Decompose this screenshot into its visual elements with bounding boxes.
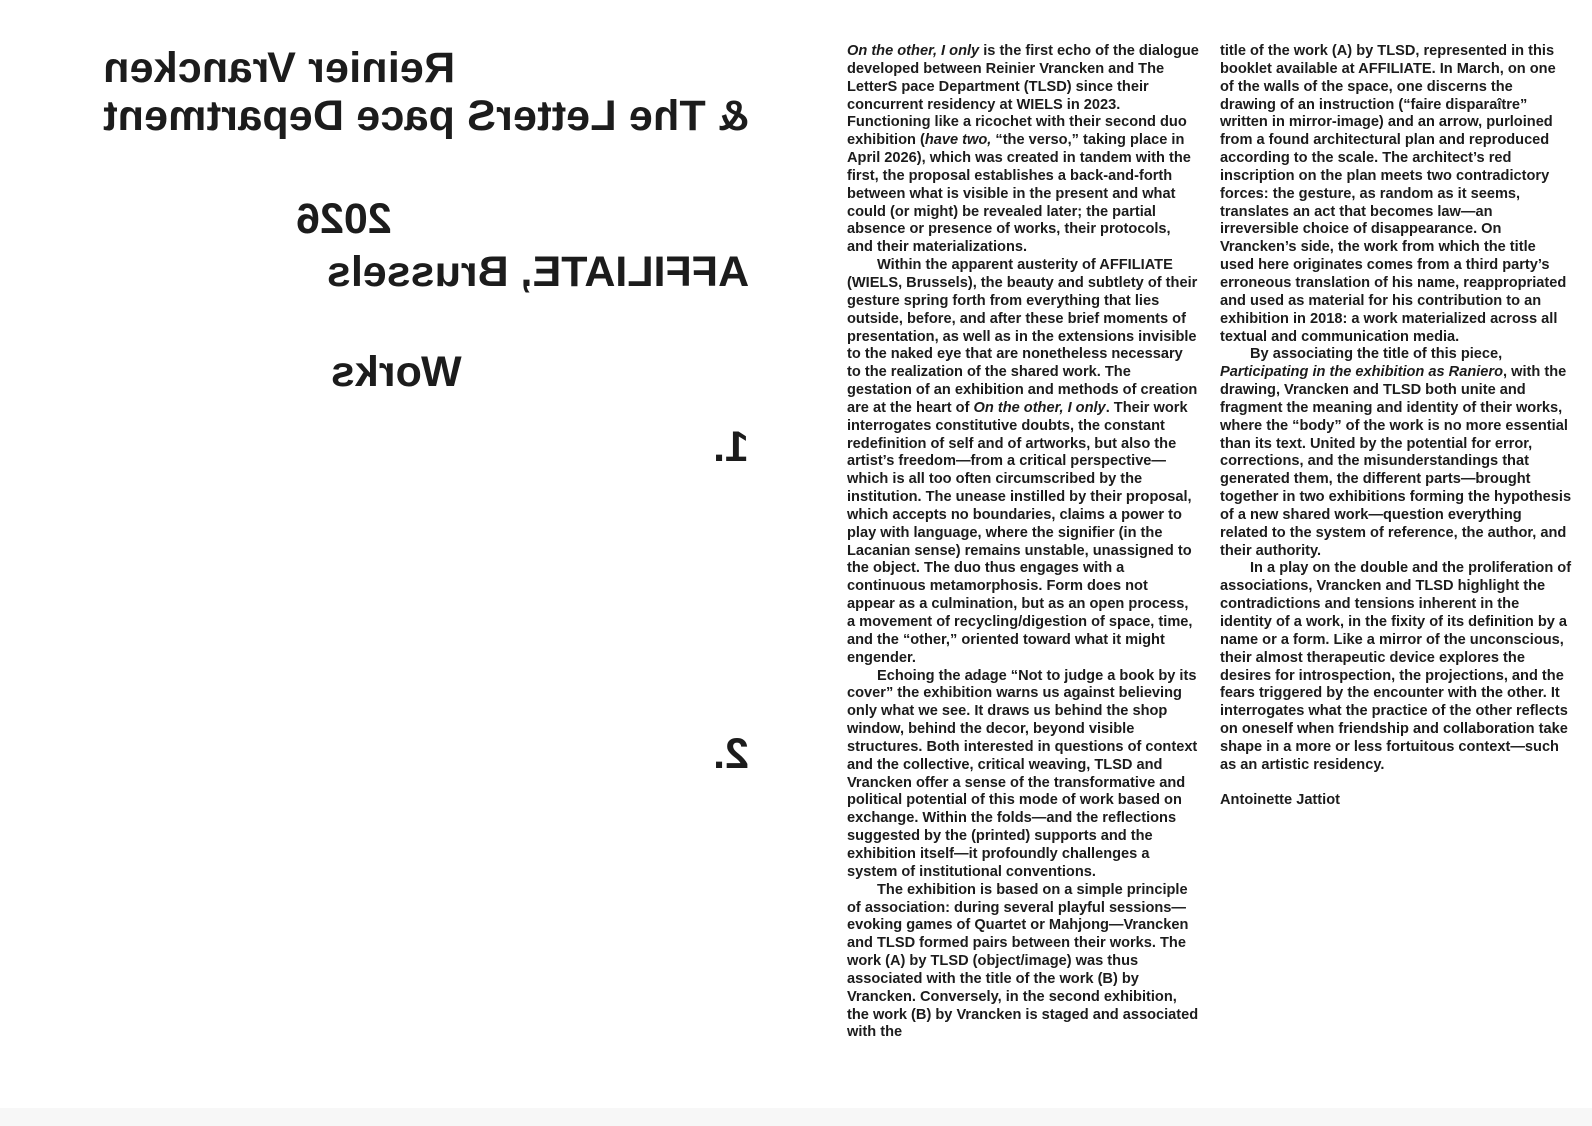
paragraph-5: title of the work (A) by TLSD, represented in this booklet available at AFFILIATE. In March, on one of the walls of the space, one discerns the drawing of an instruction (“faire disparaître” written in mirror-image) and an arrow, purloined from a found architectural plan and reproduced according to the scale. The architect’s red inscription on the plan meets two contradictory forces: the gesture, as random as it seems, translates an act that becomes law—an irreversible choice of disappearance. On Vrancken’s side, the work from which the title used here originates comes from a third party’s erroneous translation of his name, reappropriated and used as material for his contribution to an exhibition in 2018: a work materialized across all textual and communication media. <box>1220 43 1567 345</box>
text-run: . Their work interrogates constitutive doubts, the constant redefinition of self and of artworks, but also the artist’s freedom—from a critical perspective—which is all too often circumscribed by the institution. The unease instilled by their proposal, which accepts no boundaries, claims a power to play with language, where the signifier (in the Lacanian sense) remains unstable, unassigned to the object. The duo thus engages with a continuous metamorphosis. Form does not appear as a culmination, but as an open process, a movement of recycling/digestion of space, time, and the “other,” oriented toward what it might engender. <box>847 399 1193 666</box>
text-run: is the first echo of the dialogue developed between Reinier Vrancken and The LetterS pace Department (TLSD) since their concurrent residency at WIELS in 2023. Functioning like a ricochet with their second duo exhibition ( <box>847 43 1199 149</box>
text-run: Within the apparent austerity of AFFILIATE (WIELS, Brussels), the beauty and subtlety of their gesture spring forth from everything that lies outside, before, and after these brief moments of presentation, as well as in the extensions invisible to the naked eye that are nonetheless necessary to the realization of the shared work. The gestation of an exhibition and methods of creation are at the heart of <box>847 257 1198 416</box>
mirrored-title <box>103 44 749 140</box>
title-italic: On the other, I only <box>847 43 980 59</box>
mirrored-item-number-1: 1. <box>713 423 749 471</box>
paragraph-2 <box>847 257 1199 667</box>
essay-column-2 <box>1220 43 1572 810</box>
title-line-artist: Reinier Vrancken <box>102 44 455 92</box>
paragraph-6 <box>1220 346 1572 560</box>
title-italic: Participating in the exhibition as Raniero <box>1220 364 1504 381</box>
mirrored-venue: AFFILIATE, Brussels <box>326 248 749 296</box>
paragraph-4: The exhibition is based on a simple principle of association: during several playful sessions—evoking games of Quartet or Mahjong—Vrancken and TLSD formed pairs between their works. The work (A) by TLSD (object/image) was thus associated with the title of the work (B) by Vrancken. Conversely, in the second exhibition, the work (B) by Vrancken is staged and associated with the <box>847 881 1199 1041</box>
title-italic: On the other, I only <box>973 399 1106 416</box>
text-run: By associating the title of this piece, <box>1250 346 1503 363</box>
essay-column-1 <box>847 43 1199 1042</box>
text-run: “the verso,” taking place in April 2026), which was created in tandem with the first, the proposal establishes a back-and-forth between what is visible in the present and what could (or might) be revealed later; the partial absence or presence of works, their protocols, and their materializations. <box>847 132 1191 256</box>
text-run: , with the drawing, Vrancken and TLSD both unite and fragment the meaning and identity of their works, where the “body” of the work is no more essential than its text. United by the potential for error, corrections, and the misunderstandings that generated them, the different parts—brought together in two exhibitions forming the hypothesis of a new shared work—question everything related to the system of reference, the author, and their authority. <box>1220 364 1572 559</box>
author-signature: Antoinette Jattiot <box>1220 792 1340 809</box>
spacer <box>1220 775 1572 793</box>
mirrored-year: 2026 <box>296 195 392 243</box>
paragraph-1 <box>847 43 1199 257</box>
mirrored-item-number-2: 2. <box>713 730 749 778</box>
title-italic: have two, <box>924 132 992 149</box>
left-page <box>0 0 796 1108</box>
mirrored-works-heading: Works <box>331 348 462 396</box>
paragraph-7: In a play on the double and the proliferation of associations, Vrancken and TLSD highlight the contradictions and tensions inherent in the identity of a work, in the fixity of its definition by a name or a form. Like a mirror of the unconscious, their almost therapeutic device explores the desires for introspection, the projections, and the fears triggered by the encounter with the other. It interrogates what the practice of the other reflects on oneself when friendship and collaboration take shape in a more or less fortuitous context—such as an artistic residency. <box>1220 560 1572 773</box>
title-line-collective: & The LetterS pace Department <box>102 92 749 140</box>
paragraph-3: Echoing the adage “Not to judge a book by its cover” the exhibition warns us against believing only what we see. It draws us behind the shop window, behind the decor, beyond visible structures. Both interested in questions of context and the collective, critical weaving, TLSD and Vrancken offer a sense of the transformative and political potential of this mode of work based on exchange. Within the folds—and the reflections suggested by the (printed) supports and the exhibition itself—it profoundly challenges a system of institutional conventions. <box>847 667 1198 880</box>
